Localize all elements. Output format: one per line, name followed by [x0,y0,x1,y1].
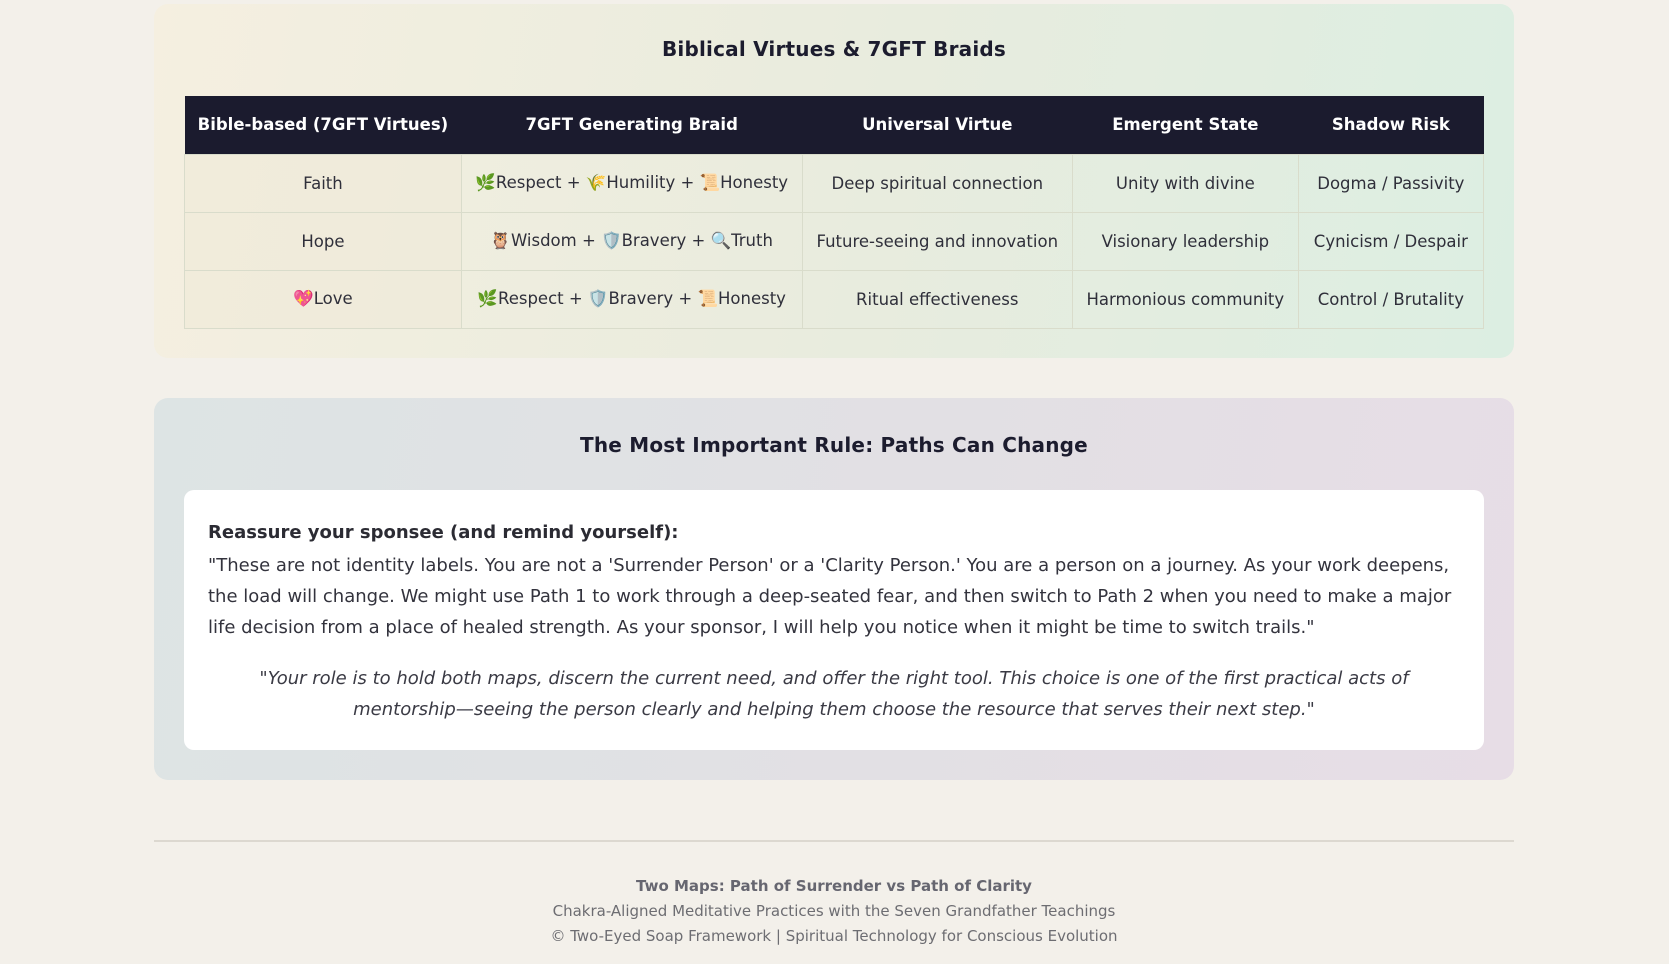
cell-braid: 🦉Wisdom + 🛡️Bravery + 🔍Truth [461,212,802,270]
cell-emergent: Unity with divine [1072,154,1298,212]
virtues-title: Biblical Virtues & 7GFT Braids [661,37,1007,61]
cell-shadow: Control / Brutality [1298,270,1483,328]
cell-virtue: Faith [185,154,462,212]
cell-braid: 🌿Respect + 🛡️Bravery + 📜Honesty [461,270,802,328]
cell-emergent: Harmonious community [1072,270,1298,328]
table-row [185,270,1484,328]
table-header-row [185,96,1484,154]
column-header-universal: Universal Virtue [802,96,1072,154]
column-header-virtue: Bible-based (7GFT Virtues) [185,96,462,154]
column-header-emergent: Emergent State [1072,96,1298,154]
cell-virtue: 💖Love [185,270,462,328]
column-header-braid: 7GFT Generating Braid [461,96,802,154]
cell-shadow: Dogma / Passivity [1298,154,1483,212]
virtues-panel [154,4,1514,358]
rule-quote: "Your role is to hold both maps, discern the current need, and offer the right tool. This choice is one of the first practical acts of mentorship—seeing the person clearly and helping them choose the resource that serves their next step." [259,668,1409,720]
virtues-table [184,96,1484,329]
footer [154,874,1514,949]
footer-subtitle: Chakra-Aligned Meditative Practices with the Seven Grandfather Teachings [552,902,1116,920]
table-row [185,212,1484,270]
footer-title: Two Maps: Path of Surrender vs Path of Clarity [636,877,1032,895]
cell-braid: 🌿Respect + 🌾Humility + 📜Honesty [461,154,802,212]
cell-virtue: Hope [185,212,462,270]
rule-card [184,490,1484,750]
footer-copyright: © Two-Eyed Soap Framework | Spiritual Technology for Conscious Evolution [550,927,1118,945]
rule-heading: Reassure your sponsee (and remind yourself): [208,522,679,543]
table-row [185,154,1484,212]
cell-emergent: Visionary leadership [1072,212,1298,270]
rule-title: The Most Important Rule: Paths Can Change [580,433,1088,457]
cell-universal: Ritual effectiveness [802,270,1072,328]
column-header-shadow: Shadow Risk [1298,96,1483,154]
rule-body: "These are not identity labels. You are not a 'Surrender Person' or a 'Clarity Person.' You are a person on a journey. As your work deepens, the load will change. We might use Path 1 to work through a deep-seated fear, and then switch to Path 2 when you need to make a major life decision from a place of healed strength. As your sponsor, I will help you notice when it might be time to switch trails." [208,555,1452,638]
cell-shadow: Cynicism / Despair [1298,212,1483,270]
rule-panel [154,398,1514,780]
cell-universal: Future-seeing and innovation [802,212,1072,270]
cell-universal: Deep spiritual connection [802,154,1072,212]
footer-divider [154,840,1514,842]
